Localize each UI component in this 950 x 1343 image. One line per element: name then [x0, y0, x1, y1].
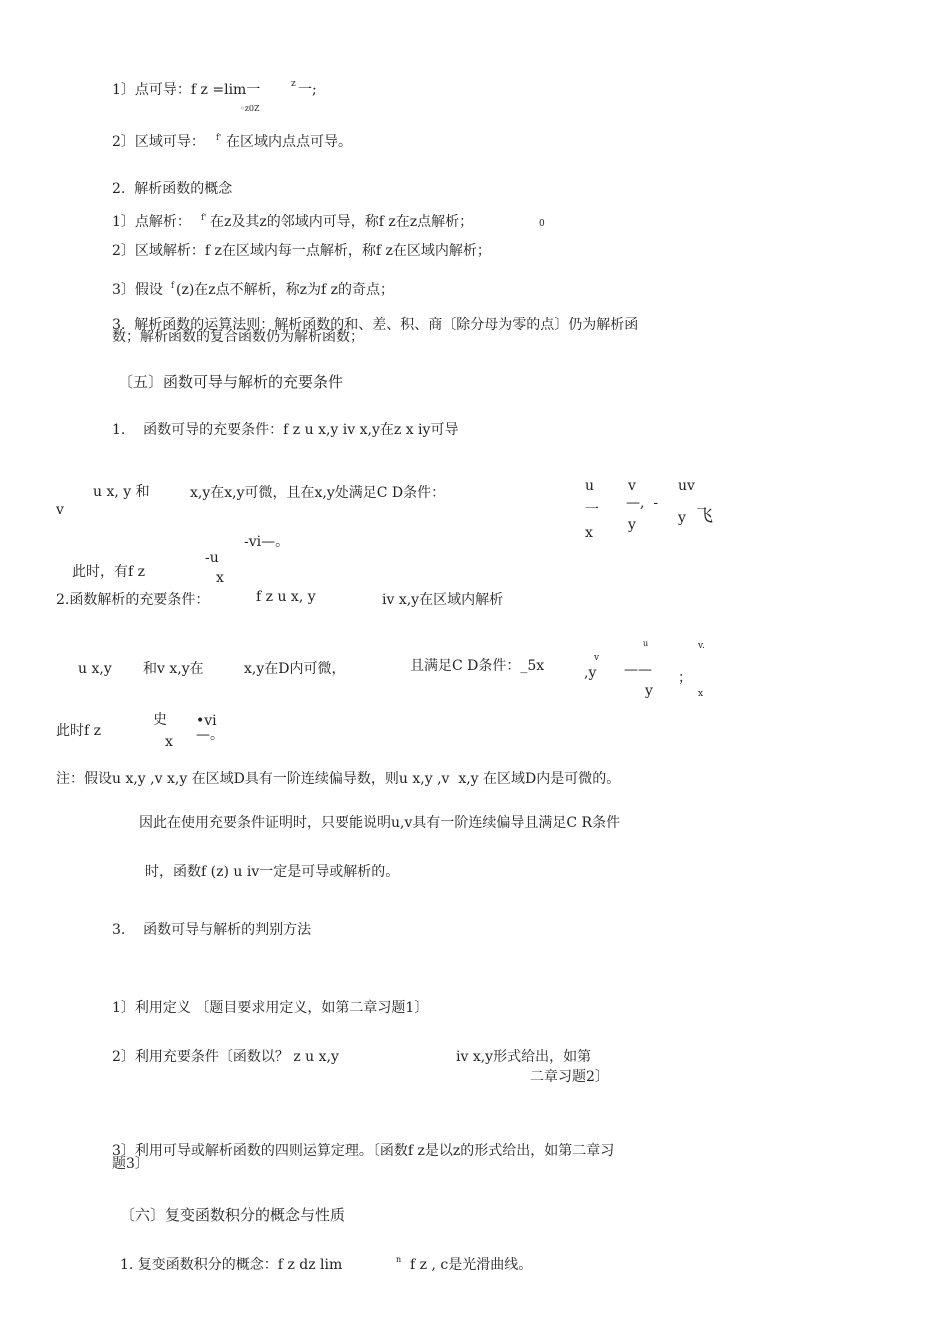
text-fragment: x,y在D内可微， [244, 661, 346, 677]
cr2-v2: v. [698, 641, 705, 651]
text-fragment: —。 [196, 727, 224, 743]
cr2-y: ,y [584, 665, 597, 681]
cr-uv: uv [678, 478, 695, 494]
limit-subscript: ◦z0Z [240, 104, 260, 113]
cr-u: u [585, 478, 595, 494]
cr2-semicolon: ； [678, 670, 692, 686]
line-operation-rules-cont: 数；解析函数的复合函数仍为解析函数； [112, 329, 364, 345]
text-fragment: 此时，有f z [72, 564, 146, 580]
line-region-derivative: 2〕区域可导： [112, 134, 205, 150]
text-fragment: v [56, 502, 64, 518]
text-fragment: x [216, 570, 224, 586]
text-fragment: 且满足C D条件：_5x [410, 658, 545, 674]
text-fragment: 此时f z [56, 723, 102, 739]
line-derivable-condition: 1. 函数可导的充要条件：f z u x,y iv x,y在z x iy可导 [112, 422, 459, 438]
superscript: f' [201, 213, 207, 222]
text-fragment: f z , c是光滑曲线。 [410, 1257, 533, 1273]
cr-glyph: 飞 [696, 506, 713, 526]
superscript: z [291, 79, 296, 89]
subscript: 0 [539, 219, 545, 229]
cr2-dash: —— [624, 662, 652, 678]
cr-y: y [628, 517, 636, 533]
superscript: n [396, 1255, 402, 1264]
section-heading-6: 〔六〕复变函数积分的概念与性质 [120, 1206, 346, 1224]
superscript: f' [216, 133, 222, 142]
cr-y2: y [678, 510, 686, 526]
line-point-derivative: 1〕点可导：f z =lim一 [112, 82, 261, 98]
line-method-arithmetic-cont: 题3〕 [112, 1156, 149, 1172]
line-method-arithmetic: 3〕利用可导或解析函数的四则运算定理。〔函数f z是以z的形式给出，如第二章习 [112, 1143, 615, 1159]
line-singular-point: 3〕假设 [112, 282, 163, 298]
line-note: 注：假设u x,y ,v x,y 在区域D具有一阶连续偏导数，则u x,y ,v x,y 在区域D内是可微的。 [56, 771, 621, 787]
cr2-u: u [643, 639, 649, 648]
line-note-cont: 因此在使用充要条件证明时，只要能说明u,v具有一阶连续偏导且满足C R条件 [139, 815, 621, 831]
text-fragment: -vi—。 [244, 534, 290, 550]
text-fragment: (z)在z点不解析，称z为f z的奇点； [176, 282, 395, 298]
text-fragment: x,y在x,y可微，且在x,y处满足C D条件： [190, 485, 446, 501]
heading-analytic-function: 2. 解析函数的概念 [112, 181, 233, 197]
text-fragment: f z u x, y [256, 589, 316, 605]
heading-judgement-methods: 3. 函数可导与解析的判别方法 [112, 922, 312, 938]
cr2-y2: y [645, 683, 653, 699]
text-fragment: 和v x,y在 [143, 661, 204, 677]
line-region-analytic: 2〕区域解析：f z在区域内每一点解析，称f z在区域内解析； [112, 243, 491, 259]
line-operation-rules: 3. 解析函数的运算法则：解析函数的和、差、积、商〔除分母为零的点〕仍为解析函 [112, 317, 639, 333]
cr-x: x [585, 525, 593, 541]
section-heading-5: 〔五〕函数可导与解析的充要条件 [118, 373, 344, 391]
cr-dash: 一 [585, 502, 599, 518]
line-integral-concept: 1. 复变函数积分的概念：f z dz lim [120, 1257, 343, 1273]
line-point-analytic: 1〕点解析： [112, 214, 191, 230]
text-fragment: iv x,y形式给出，如第 [456, 1049, 592, 1065]
text-fragment: 史 [153, 712, 167, 728]
line-method-condition: 2〕利用充要条件〔函数以？ z u x,y [112, 1049, 339, 1065]
text-fragment: x [165, 734, 173, 750]
text-fragment: u x,y [78, 661, 112, 677]
cr2-v: v [594, 653, 600, 663]
text-fragment: u x, y 和 [93, 484, 150, 500]
text-fragment: •vi [196, 713, 217, 729]
superscript: f [171, 281, 174, 290]
text-fragment: 一; [298, 82, 317, 98]
line-note-cont2: 时，函数f (z) u iv一定是可导或解析的。 [145, 864, 400, 880]
cr-mid: —, - [626, 495, 659, 511]
text-fragment: -u [205, 550, 219, 566]
text-fragment: 在区域内点点可导。 [226, 134, 352, 150]
cr-v: v [628, 478, 636, 494]
cr2-x: x [698, 689, 704, 699]
line-method-definition: 1〕利用定义 〔题目要求用定义，如第二章习题1〕 [112, 1000, 429, 1016]
text-fragment: iv x,y在区域内解析 [382, 592, 504, 608]
text-fragment: 在z及其z的邻域内可导，称f z在z点解析； [210, 214, 474, 230]
line-analytic-condition: 2.函数解析的充要条件： [56, 592, 210, 608]
text-fragment: 二章习题2〕 [530, 1069, 609, 1085]
